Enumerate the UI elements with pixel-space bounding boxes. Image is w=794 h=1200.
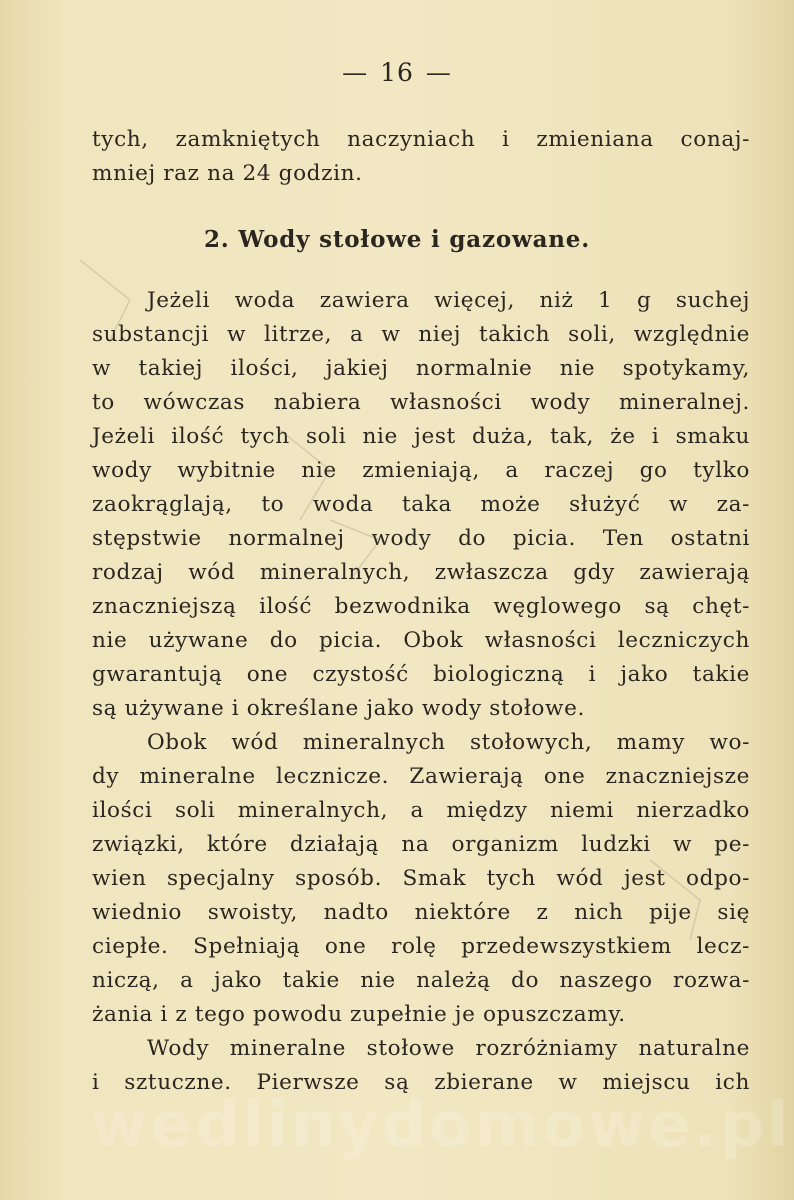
text-line: Jeżeli ilość tych soli nie jest duża, tak, że i smaku xyxy=(92,424,750,449)
text-line: stępstwie normalnej wody do picia. Ten ostatni xyxy=(92,526,750,551)
text-line: zaokrąglają, to woda taka może służyć w za- xyxy=(92,492,750,517)
text-line: niczą, a jako takie nie należą do naszego rozwa- xyxy=(92,968,750,993)
text-line: Wody mineralne stołowe rozróżniamy naturalne xyxy=(147,1036,750,1061)
text-line: związki, które działają na organizm ludzki w pe- xyxy=(92,832,750,857)
text-line: tych, zamkniętych naczyniach i zmieniana conaj- xyxy=(92,127,750,152)
text-line: gwarantują one czystość biologiczną i jako takie xyxy=(92,662,750,687)
text-line: i sztuczne. Pierwsze są zbierane w miejscu ich xyxy=(92,1070,750,1095)
text-line: wody wybitnie nie zmieniają, a raczej go tylko xyxy=(92,458,750,483)
text-line: mniej raz na 24 godzin. xyxy=(92,161,363,186)
page-number-value: 16 xyxy=(380,58,414,87)
text-line: wiednio swoisty, nadto niektóre z nich pije się xyxy=(92,900,750,925)
text-line: znaczniejszą ilość bezwodnika węglowego są chęt- xyxy=(92,594,750,619)
text-line: substancji w litrze, a w niej takich soli, względnie xyxy=(92,322,750,347)
text-line: rodzaj wód mineralnych, zwłaszcza gdy zawierają xyxy=(92,560,750,585)
text-line: żania i z tego powodu zupełnie je opuszczamy. xyxy=(92,1002,626,1027)
watermark: wedlinydomowe.pl xyxy=(90,1088,792,1161)
text-line: dy mineralne lecznicze. Zawierają one znaczniejsze xyxy=(92,764,750,789)
text-line: Jeżeli woda zawiera więcej, niż 1 g suchej xyxy=(147,288,750,313)
page-number-dash-left: — xyxy=(342,58,369,87)
text-line: wien specjalny sposób. Smak tych wód jest odpo- xyxy=(92,866,750,891)
section-heading: 2. Wody stołowe i gazowane. xyxy=(203,226,591,253)
page-number-dash-right: — xyxy=(425,58,452,87)
text-line: nie używane do picia. Obok własności leczniczych xyxy=(92,628,750,653)
text-line: w takiej ilości, jakiej normalnie nie spotykamy, xyxy=(92,356,750,381)
text-line: są używane i określane jako wody stołowe. xyxy=(92,696,585,721)
text-line: ciepłe. Spełniają one rolę przedewszystkiem lecz- xyxy=(92,934,750,959)
text-line: ilości soli mineralnych, a między niemi nierzadko xyxy=(92,798,750,823)
text-line: to wówczas nabiera własności wody mineralnej. xyxy=(92,390,750,415)
text-line: Obok wód mineralnych stołowych, mamy wo- xyxy=(147,730,750,755)
